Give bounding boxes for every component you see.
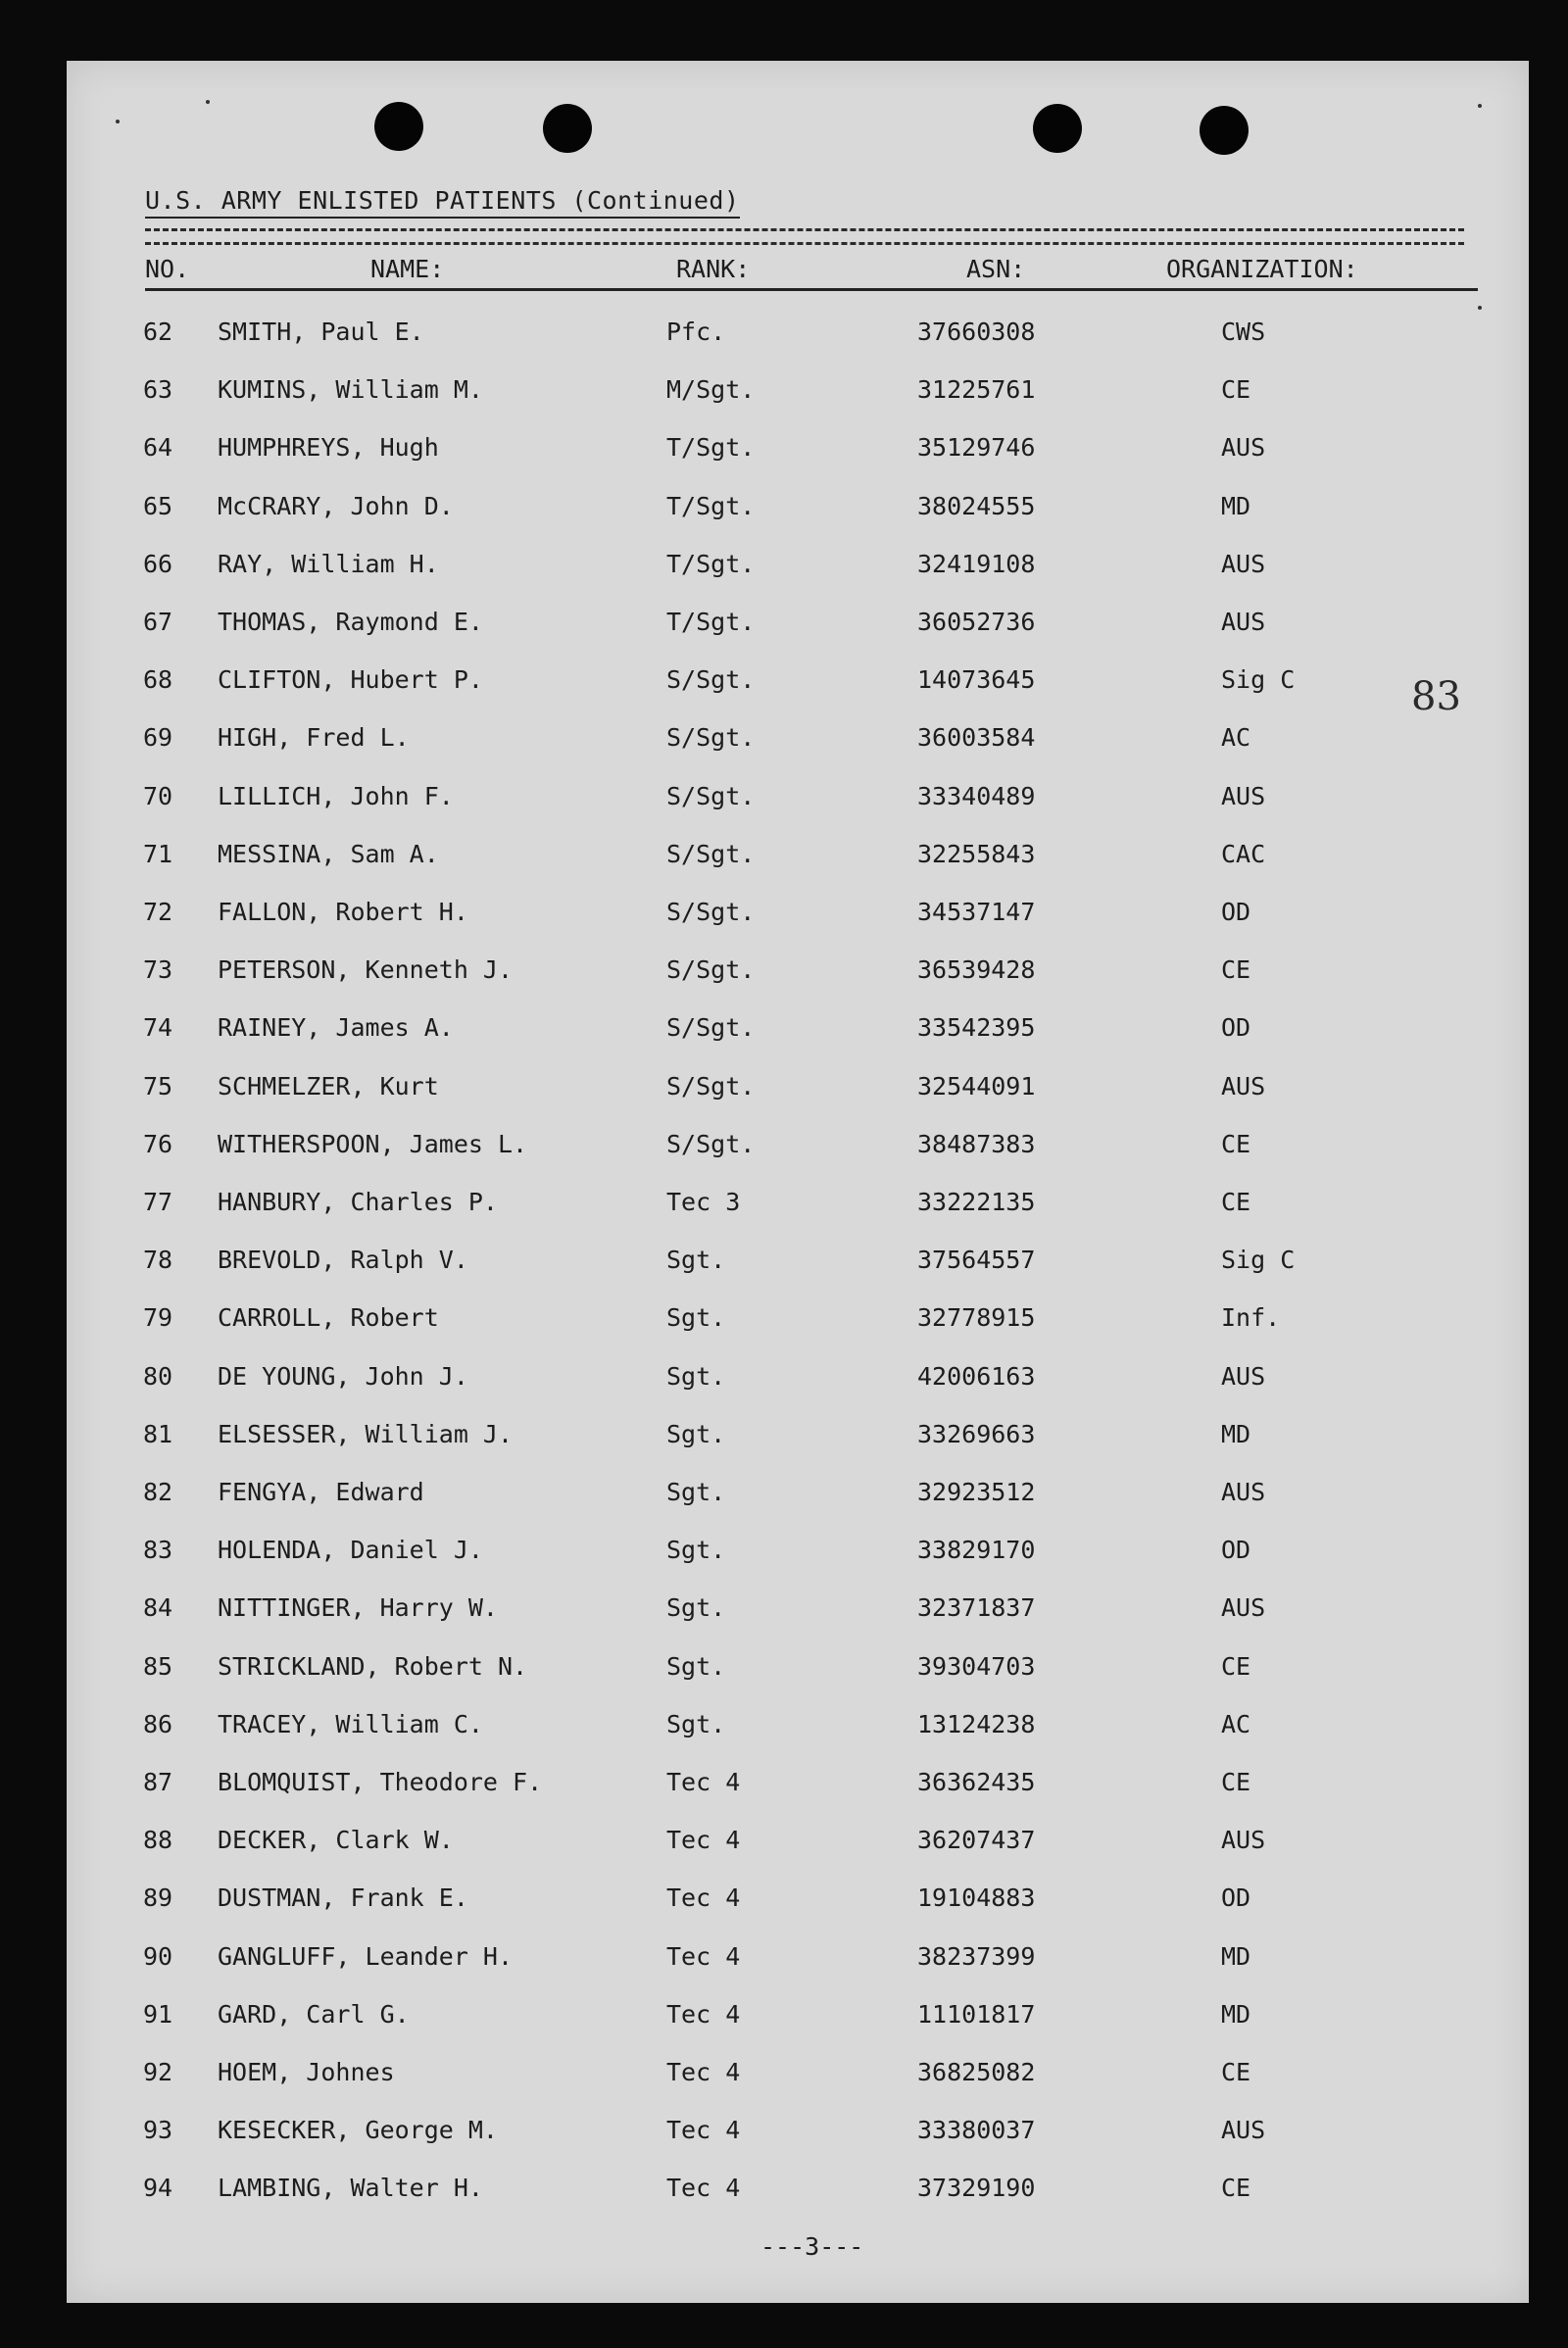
patient-asn: 32419108 bbox=[917, 550, 1036, 578]
patient-organization: AUS bbox=[1221, 433, 1266, 462]
patient-name: KESECKER, George M. bbox=[218, 2116, 498, 2144]
row-number: 69 bbox=[143, 723, 173, 752]
table-row bbox=[67, 550, 1529, 589]
patient-name: RAY, William H. bbox=[218, 550, 439, 578]
patient-rank: Sgt. bbox=[666, 1303, 726, 1332]
patient-rank: S/Sgt. bbox=[666, 898, 756, 926]
column-header-rank: RANK: bbox=[676, 255, 751, 283]
row-number: 70 bbox=[143, 782, 173, 810]
patient-asn: 36003584 bbox=[917, 723, 1036, 752]
row-number: 84 bbox=[143, 1593, 173, 1622]
patient-organization: OD bbox=[1221, 1883, 1251, 1912]
patient-rank: Sgt. bbox=[666, 1593, 726, 1622]
patient-asn: 37564557 bbox=[917, 1246, 1036, 1274]
patient-name: HOLENDA, Daniel J. bbox=[218, 1536, 483, 1564]
patient-name: THOMAS, Raymond E. bbox=[218, 608, 483, 636]
row-number: 83 bbox=[143, 1536, 173, 1564]
speck bbox=[116, 120, 120, 123]
table-row bbox=[67, 1826, 1529, 1865]
patient-rank: Sgt. bbox=[666, 1710, 726, 1738]
table-row bbox=[67, 1072, 1529, 1111]
patient-rank: Tec 4 bbox=[666, 1883, 741, 1912]
dashed-divider bbox=[145, 228, 1464, 231]
patient-organization: AUS bbox=[1221, 2116, 1266, 2144]
patient-organization: OD bbox=[1221, 1536, 1251, 1564]
patient-name: FALLON, Robert H. bbox=[218, 898, 468, 926]
patient-rank: Sgt. bbox=[666, 1478, 726, 1506]
speck bbox=[1478, 104, 1482, 108]
row-number: 71 bbox=[143, 840, 173, 868]
patient-name: LAMBING, Walter H. bbox=[218, 2174, 483, 2202]
patient-asn: 33829170 bbox=[917, 1536, 1036, 1564]
patient-rank: Sgt. bbox=[666, 1652, 726, 1681]
patient-name: HANBURY, Charles P. bbox=[218, 1188, 498, 1216]
patient-rank: S/Sgt. bbox=[666, 1072, 756, 1101]
patient-organization: Sig C bbox=[1221, 665, 1296, 694]
patient-name: CLIFTON, Hubert P. bbox=[218, 665, 483, 694]
patient-name: HUMPHREYS, Hugh bbox=[218, 433, 439, 462]
page-footer: ---3--- bbox=[760, 2232, 864, 2261]
patient-organization: Inf. bbox=[1221, 1303, 1281, 1332]
row-number: 72 bbox=[143, 898, 173, 926]
patient-rank: Tec 4 bbox=[666, 1942, 741, 1971]
patient-asn: 32544091 bbox=[917, 1072, 1036, 1101]
patient-organization: AUS bbox=[1221, 1593, 1266, 1622]
table-row bbox=[67, 898, 1529, 937]
column-header-asn: ASN: bbox=[966, 255, 1026, 283]
patient-asn: 11101817 bbox=[917, 2000, 1036, 2029]
table-row bbox=[67, 1768, 1529, 1807]
patient-asn: 33340489 bbox=[917, 782, 1036, 810]
patient-rank: T/Sgt. bbox=[666, 492, 756, 520]
patient-organization: MD bbox=[1221, 492, 1251, 520]
punch-hole bbox=[543, 104, 592, 153]
row-number: 90 bbox=[143, 1942, 173, 1971]
patient-organization: CE bbox=[1221, 1652, 1251, 1681]
patient-organization: CE bbox=[1221, 375, 1251, 404]
patient-rank: S/Sgt. bbox=[666, 1130, 756, 1158]
patient-asn: 36825082 bbox=[917, 2058, 1036, 2086]
patient-name: STRICKLAND, Robert N. bbox=[218, 1652, 528, 1681]
table-row bbox=[67, 1710, 1529, 1749]
patient-asn: 36362435 bbox=[917, 1768, 1036, 1796]
patient-asn: 35129746 bbox=[917, 433, 1036, 462]
patient-organization: AC bbox=[1221, 723, 1251, 752]
patient-rank: M/Sgt. bbox=[666, 375, 756, 404]
row-number: 64 bbox=[143, 433, 173, 462]
patient-rank: Sgt. bbox=[666, 1246, 726, 1274]
table-row bbox=[67, 2058, 1529, 2097]
patient-name: SMITH, Paul E. bbox=[218, 318, 424, 346]
document-page bbox=[67, 61, 1529, 2303]
patient-rank: Tec 4 bbox=[666, 1768, 741, 1796]
table-row bbox=[67, 955, 1529, 995]
row-number: 73 bbox=[143, 955, 173, 984]
patient-asn: 36539428 bbox=[917, 955, 1036, 984]
row-number: 85 bbox=[143, 1652, 173, 1681]
patient-asn: 13124238 bbox=[917, 1710, 1036, 1738]
patient-organization: AUS bbox=[1221, 1362, 1266, 1391]
patient-rank: S/Sgt. bbox=[666, 1013, 756, 1042]
patient-organization: AUS bbox=[1221, 1478, 1266, 1506]
table-row bbox=[67, 2174, 1529, 2213]
table-row bbox=[67, 1883, 1529, 1923]
patient-rank: Tec 4 bbox=[666, 2000, 741, 2029]
patient-rank: S/Sgt. bbox=[666, 723, 756, 752]
patient-rank: S/Sgt. bbox=[666, 665, 756, 694]
patient-rank: Tec 4 bbox=[666, 1826, 741, 1854]
row-number: 66 bbox=[143, 550, 173, 578]
patient-asn: 38024555 bbox=[917, 492, 1036, 520]
patient-organization: OD bbox=[1221, 1013, 1251, 1042]
patient-rank: T/Sgt. bbox=[666, 550, 756, 578]
column-header-name: NAME: bbox=[370, 255, 445, 283]
patient-rank: Tec 4 bbox=[666, 2058, 741, 2086]
dashed-divider bbox=[145, 242, 1464, 245]
patient-organization: CE bbox=[1221, 2058, 1251, 2086]
patient-name: DUSTMAN, Frank E. bbox=[218, 1883, 468, 1912]
patient-name: WITHERSPOON, James L. bbox=[218, 1130, 528, 1158]
patient-organization: CE bbox=[1221, 2174, 1251, 2202]
row-number: 76 bbox=[143, 1130, 173, 1158]
patient-organization: CE bbox=[1221, 1188, 1251, 1216]
table-row bbox=[67, 1246, 1529, 1285]
row-number: 78 bbox=[143, 1246, 173, 1274]
patient-rank: Sgt. bbox=[666, 1420, 726, 1448]
patient-rank: Sgt. bbox=[666, 1362, 726, 1391]
row-number: 93 bbox=[143, 2116, 173, 2144]
patient-asn: 37329190 bbox=[917, 2174, 1036, 2202]
patient-asn: 19104883 bbox=[917, 1883, 1036, 1912]
patient-organization: MD bbox=[1221, 2000, 1251, 2029]
row-number: 89 bbox=[143, 1883, 173, 1912]
table-row bbox=[67, 1652, 1529, 1691]
patient-organization: OD bbox=[1221, 898, 1251, 926]
row-number: 80 bbox=[143, 1362, 173, 1391]
table-row bbox=[67, 782, 1529, 821]
patient-asn: 36207437 bbox=[917, 1826, 1036, 1854]
row-number: 82 bbox=[143, 1478, 173, 1506]
punch-hole bbox=[374, 102, 423, 151]
patient-asn: 33380037 bbox=[917, 2116, 1036, 2144]
table-row bbox=[67, 608, 1529, 647]
patient-rank: Tec 3 bbox=[666, 1188, 741, 1216]
patient-name: RAINEY, James A. bbox=[218, 1013, 454, 1042]
patient-rank: Sgt. bbox=[666, 1536, 726, 1564]
table-row bbox=[67, 1593, 1529, 1633]
row-number: 92 bbox=[143, 2058, 173, 2086]
row-number: 63 bbox=[143, 375, 173, 404]
patient-rank: Tec 4 bbox=[666, 2116, 741, 2144]
patient-asn: 33269663 bbox=[917, 1420, 1036, 1448]
row-number: 62 bbox=[143, 318, 173, 346]
patient-rank: Pfc. bbox=[666, 318, 726, 346]
row-number: 81 bbox=[143, 1420, 173, 1448]
patient-organization: AUS bbox=[1221, 1826, 1266, 1854]
row-number: 87 bbox=[143, 1768, 173, 1796]
patient-asn: 14073645 bbox=[917, 665, 1036, 694]
patient-asn: 38487383 bbox=[917, 1130, 1036, 1158]
row-number: 88 bbox=[143, 1826, 173, 1854]
patient-asn: 36052736 bbox=[917, 608, 1036, 636]
patient-name: DE YOUNG, John J. bbox=[218, 1362, 468, 1391]
patient-name: KUMINS, William M. bbox=[218, 375, 483, 404]
patient-asn: 33542395 bbox=[917, 1013, 1036, 1042]
patient-organization: Sig C bbox=[1221, 1246, 1296, 1274]
patient-organization: MD bbox=[1221, 1942, 1251, 1971]
speck bbox=[1478, 306, 1482, 310]
patient-asn: 38237399 bbox=[917, 1942, 1036, 1971]
patient-organization: CE bbox=[1221, 1768, 1251, 1796]
table-row bbox=[67, 1942, 1529, 1981]
header-rule bbox=[145, 288, 1478, 291]
patient-name: DECKER, Clark W. bbox=[218, 1826, 454, 1854]
patient-asn: 42006163 bbox=[917, 1362, 1036, 1391]
patient-rank: T/Sgt. bbox=[666, 608, 756, 636]
patient-asn: 37660308 bbox=[917, 318, 1036, 346]
patient-name: ELSESSER, William J. bbox=[218, 1420, 514, 1448]
table-row bbox=[67, 665, 1529, 705]
table-row bbox=[67, 433, 1529, 472]
table-row bbox=[67, 318, 1529, 357]
table-row bbox=[67, 1362, 1529, 1401]
table-row bbox=[67, 1130, 1529, 1169]
row-number: 91 bbox=[143, 2000, 173, 2029]
row-number: 74 bbox=[143, 1013, 173, 1042]
patient-organization: AUS bbox=[1221, 550, 1266, 578]
patient-asn: 32255843 bbox=[917, 840, 1036, 868]
patient-name: LILLICH, John F. bbox=[218, 782, 454, 810]
patient-name: TRACEY, William C. bbox=[218, 1710, 483, 1738]
table-row bbox=[67, 1188, 1529, 1227]
margin-page-number: 83 bbox=[1411, 674, 1461, 719]
table-row bbox=[67, 840, 1529, 879]
patient-asn: 32923512 bbox=[917, 1478, 1036, 1506]
table-row bbox=[67, 2000, 1529, 2039]
column-header-no: NO. bbox=[145, 255, 190, 283]
table-row bbox=[67, 375, 1529, 415]
row-number: 65 bbox=[143, 492, 173, 520]
table-row bbox=[67, 2116, 1529, 2155]
patient-rank: S/Sgt. bbox=[666, 955, 756, 984]
patient-name: GARD, Carl G. bbox=[218, 2000, 410, 2029]
patient-rank: S/Sgt. bbox=[666, 840, 756, 868]
table-row bbox=[67, 1536, 1529, 1575]
table-row bbox=[67, 1420, 1529, 1459]
patient-organization: AUS bbox=[1221, 608, 1266, 636]
patient-name: HOEM, Johnes bbox=[218, 2058, 395, 2086]
table-row bbox=[67, 723, 1529, 762]
patient-asn: 39304703 bbox=[917, 1652, 1036, 1681]
patient-asn: 34537147 bbox=[917, 898, 1036, 926]
patient-organization: CE bbox=[1221, 1130, 1251, 1158]
row-number: 94 bbox=[143, 2174, 173, 2202]
patient-rank: T/Sgt. bbox=[666, 433, 756, 462]
patient-name: SCHMELZER, Kurt bbox=[218, 1072, 439, 1101]
row-number: 75 bbox=[143, 1072, 173, 1101]
table-row bbox=[67, 1013, 1529, 1052]
patient-organization: AUS bbox=[1221, 1072, 1266, 1101]
punch-hole bbox=[1033, 104, 1082, 153]
patient-name: PETERSON, Kenneth J. bbox=[218, 955, 514, 984]
patient-name: NITTINGER, Harry W. bbox=[218, 1593, 498, 1622]
table-row bbox=[67, 1478, 1529, 1517]
row-number: 68 bbox=[143, 665, 173, 694]
patient-asn: 31225761 bbox=[917, 375, 1036, 404]
patient-asn: 33222135 bbox=[917, 1188, 1036, 1216]
row-number: 77 bbox=[143, 1188, 173, 1216]
patient-name: FENGYA, Edward bbox=[218, 1478, 424, 1506]
patient-organization: MD bbox=[1221, 1420, 1251, 1448]
patient-asn: 32371837 bbox=[917, 1593, 1036, 1622]
patient-name: BREVOLD, Ralph V. bbox=[218, 1246, 468, 1274]
patient-rank: S/Sgt. bbox=[666, 782, 756, 810]
patient-name: MESSINA, Sam A. bbox=[218, 840, 439, 868]
table-row bbox=[67, 1303, 1529, 1343]
patient-organization: AUS bbox=[1221, 782, 1266, 810]
row-number: 67 bbox=[143, 608, 173, 636]
punch-hole bbox=[1200, 106, 1249, 155]
table-row bbox=[67, 492, 1529, 531]
patient-organization: CE bbox=[1221, 955, 1251, 984]
row-number: 79 bbox=[143, 1303, 173, 1332]
patient-asn: 32778915 bbox=[917, 1303, 1036, 1332]
patient-name: CARROLL, Robert bbox=[218, 1303, 439, 1332]
patient-organization: AC bbox=[1221, 1710, 1251, 1738]
row-number: 86 bbox=[143, 1710, 173, 1738]
patient-organization: CAC bbox=[1221, 840, 1266, 868]
document-heading: U.S. ARMY ENLISTED PATIENTS (Continued) bbox=[145, 186, 740, 219]
patient-name: BLOMQUIST, Theodore F. bbox=[218, 1768, 543, 1796]
patient-name: HIGH, Fred L. bbox=[218, 723, 410, 752]
patient-name: GANGLUFF, Leander H. bbox=[218, 1942, 514, 1971]
patient-name: McCRARY, John D. bbox=[218, 492, 454, 520]
speck bbox=[206, 100, 210, 104]
patient-organization: CWS bbox=[1221, 318, 1266, 346]
patient-rank: Tec 4 bbox=[666, 2174, 741, 2202]
column-header-organization: ORGANIZATION: bbox=[1166, 255, 1358, 283]
